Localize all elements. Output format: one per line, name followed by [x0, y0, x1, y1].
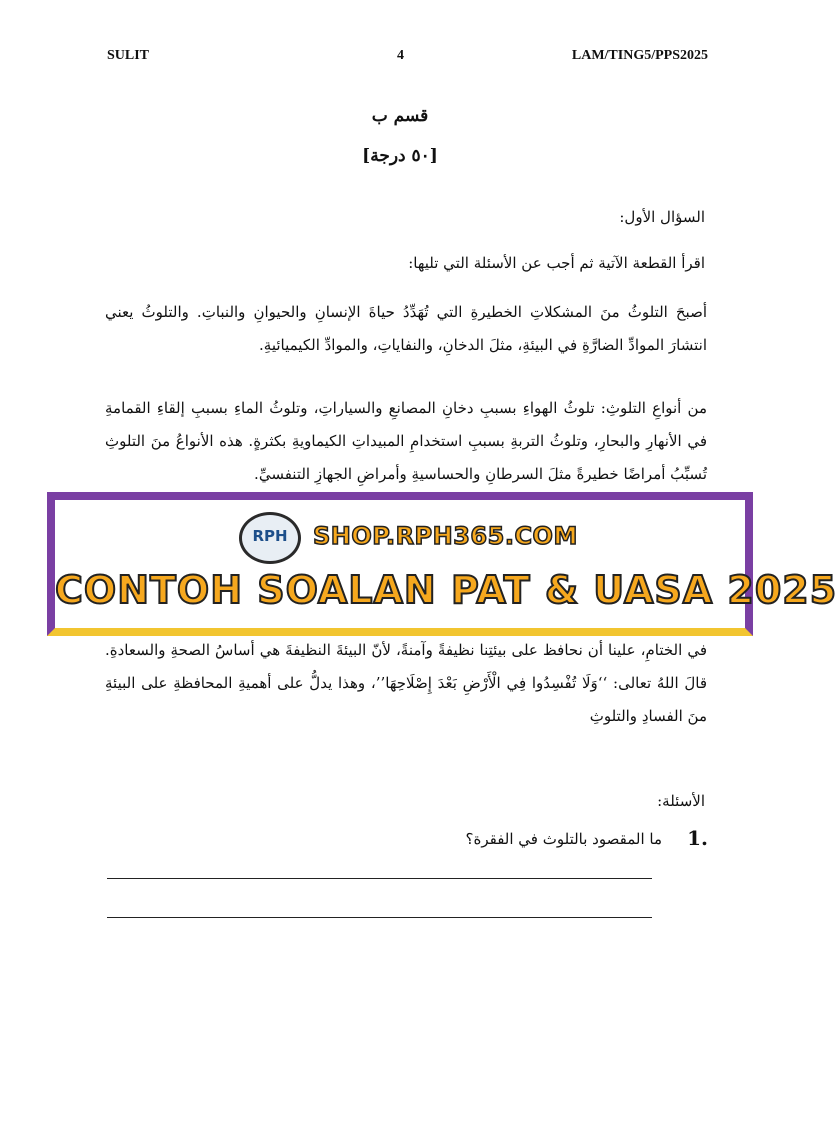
promo-banner — [47, 492, 837, 636]
banner-headline: CONTOH SOALAN PAT & UASA 2025 — [55, 568, 837, 612]
passage-paragraph-2: من أنواعِ التلوثِ: تلوثُ الهواءِ بسببِ دخانِ المصانعِ والسياراتِ، وتلوثُ الماءِ بسببِ إلقاءِ القمامةِ في الأنهارِ والبحارِ، وتلوثُ التربةِ بسببِ استخدامِ المبيداتِ الكيماويةِ بكثرةٍ. هذه الأنواعُ منَ التلوثِ تُسبِّبُ أمراضًا خطيرةً مثلَ السرطانِ والحساسيةِ وأمراضِ الجهازِ التنفسيِّ. — [105, 399, 707, 483]
passage-paragraph-3: في الختامِ، علينا أن نحافظ على بيئتِنا نظيفةً وآمنةً، لأنّ البيئةَ النظيفةَ هي أساسُ الصحةِ والسعادةِ. قالَ اللهُ تعالى: ‘‘وَلَا تُفْسِدُوا فِي الْأَرْضِ بَعْدَ إِصْلَاحِهَا’’، وهذا يدلُّ على أهميةِ المحافظةِ على البيئةِ منَ الفسادِ والتلوثِ — [105, 641, 707, 725]
question-heading: السؤال الأول: — [619, 208, 705, 226]
header-confidential-label: SULIT — [107, 48, 150, 63]
logo-text: RPH — [252, 527, 288, 545]
question-text: ما المقصود بالتلوث في الفقرة؟ — [465, 830, 662, 848]
page-number: 4 — [397, 48, 404, 63]
passage-paragraph-1: أصبحَ التلوثُ منَ المشكلاتِ الخطيرةِ التي تُهَدِّدُ حياةَ الإنسانِ والحيوانِ والنباتِ. والتلوثُ يعني انتشارَ الموادِّ الضارَّةِ في البيئةِ، مثلَ الدخانِ، والنفاياتِ، والموادِّ الكيميائيةِ. — [105, 303, 707, 354]
shop-url: SHOP.RPH365.COM — [313, 522, 578, 550]
answer-line[interactable] — [107, 917, 652, 918]
section-title: قسم ب — [371, 106, 429, 126]
answer-line[interactable] — [107, 878, 652, 879]
section-marks: [٥٠ درجة] — [362, 146, 438, 166]
questions-heading: الأسئلة: — [657, 792, 705, 810]
rph365-logo-icon — [239, 512, 301, 564]
page-header — [0, 48, 800, 68]
exam-code: LAM/TING5/PPS2025 — [571, 48, 708, 63]
question-number: 1. — [687, 826, 708, 850]
reading-instruction: اقرأ القطعة الآتية ثم أجب عن الأسئلة التي تليها: — [408, 254, 705, 272]
